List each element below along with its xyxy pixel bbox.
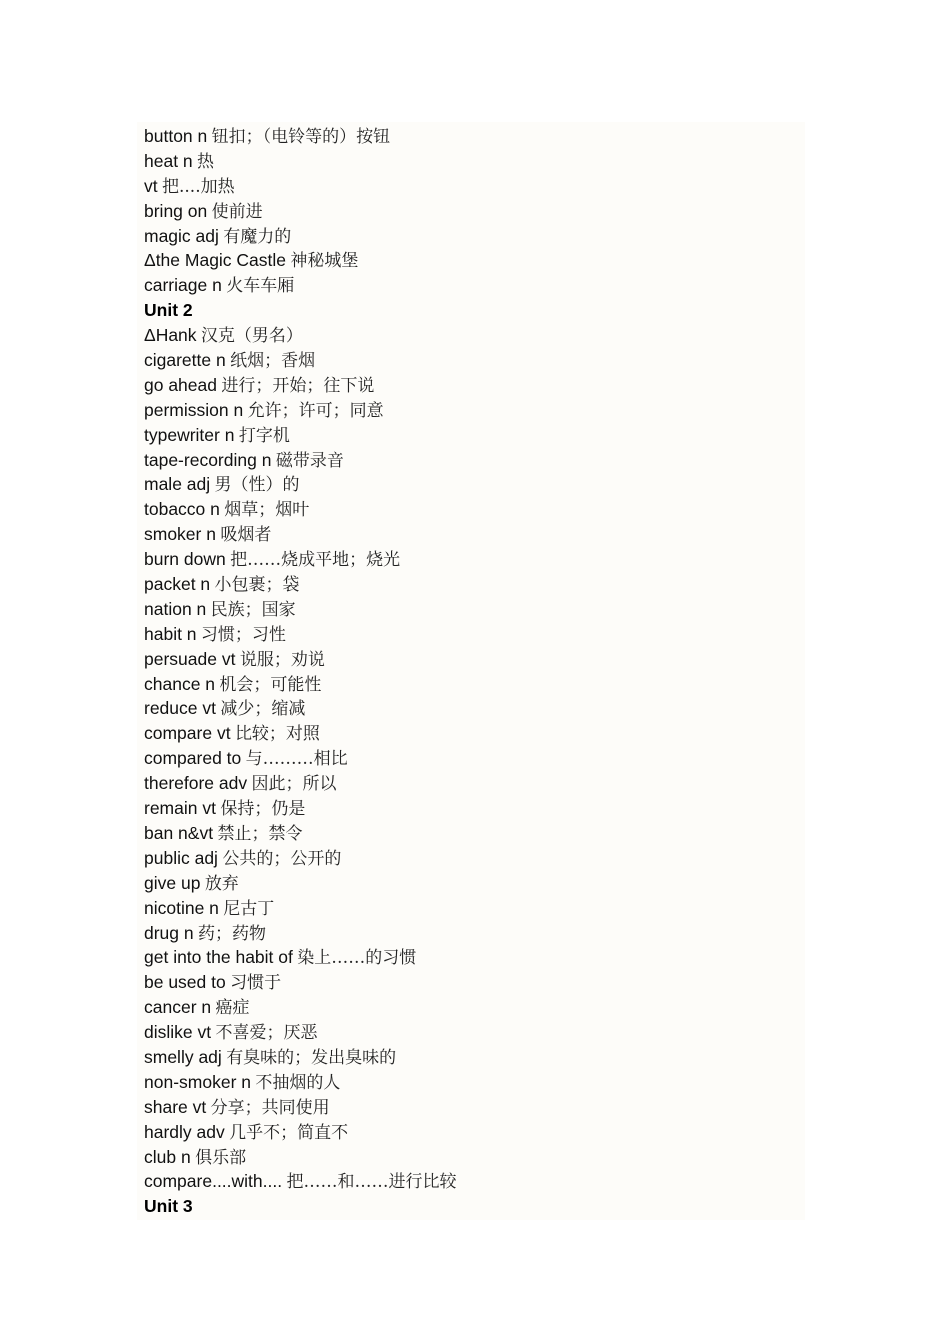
vocab-chinese: 与………相比 bbox=[245, 749, 348, 770]
vocab-chinese: 习惯；习性 bbox=[200, 624, 286, 645]
vocab-english: therefore adv bbox=[144, 773, 248, 794]
vocab-chinese: 不喜爱；厌恶 bbox=[215, 1023, 318, 1044]
vocab-english: compared to bbox=[144, 748, 242, 769]
vocab-chinese: 使前进 bbox=[211, 201, 263, 222]
vocab-english: non-smoker n bbox=[144, 1071, 251, 1092]
vocab-entry bbox=[144, 224, 456, 249]
vocab-entry bbox=[144, 1120, 456, 1145]
vocab-english: ΔHank bbox=[144, 325, 197, 346]
vocab-chinese: 尼古丁 bbox=[223, 898, 275, 919]
vocab-entry bbox=[144, 696, 456, 721]
vocab-entry bbox=[144, 647, 456, 672]
vocab-entry bbox=[144, 796, 456, 821]
vocab-english: persuade vt bbox=[144, 648, 236, 669]
vocab-chinese: 允许；许可；同意 bbox=[247, 400, 384, 421]
vocab-entry bbox=[144, 323, 456, 348]
vocab-chinese: 火车车厢 bbox=[226, 276, 295, 297]
vocab-english: drug n bbox=[144, 922, 194, 943]
unit-heading-text: Unit 2 bbox=[144, 300, 193, 321]
vocab-entry bbox=[144, 448, 456, 473]
vocab-entry bbox=[144, 746, 456, 771]
vocab-entry bbox=[144, 547, 456, 572]
vocab-chinese: 有臭味的；发出臭味的 bbox=[226, 1047, 397, 1068]
vocab-english: public adj bbox=[144, 847, 218, 868]
vocab-chinese: 说服；劝说 bbox=[239, 649, 325, 670]
vocab-english: be used to bbox=[144, 972, 226, 993]
vocab-chinese: 进行；开始；往下说 bbox=[221, 375, 375, 396]
vocab-english: male adj bbox=[144, 474, 211, 495]
vocab-english: reduce vt bbox=[144, 698, 216, 719]
vocab-english: magic adj bbox=[144, 225, 219, 246]
vocab-entry bbox=[144, 921, 456, 946]
vocab-entry bbox=[144, 572, 456, 597]
vocab-chinese: 放弃 bbox=[204, 873, 239, 894]
vocab-english: get into the habit of bbox=[144, 947, 293, 968]
vocab-english: hardly adv bbox=[144, 1121, 225, 1142]
vocab-entry bbox=[144, 1095, 456, 1120]
vocab-entry bbox=[144, 273, 456, 298]
vocab-english: compare vt bbox=[144, 723, 231, 744]
vocab-chinese: 药；药物 bbox=[198, 923, 266, 944]
vocab-english: packet n bbox=[144, 574, 211, 595]
vocab-chinese: 比较；对照 bbox=[234, 724, 320, 745]
vocab-english: go ahead bbox=[144, 374, 217, 395]
vocab-english: carriage n bbox=[144, 275, 222, 296]
vocab-entry bbox=[144, 497, 456, 522]
vocab-english: burn down bbox=[144, 549, 226, 570]
vocab-entry bbox=[144, 423, 456, 448]
unit-heading bbox=[144, 298, 456, 323]
vocab-chinese: 汉克（男名） bbox=[200, 326, 303, 347]
vocab-english: cigarette n bbox=[144, 350, 226, 371]
vocab-chinese: 神秘城堡 bbox=[290, 251, 359, 272]
vocab-english: permission n bbox=[144, 399, 244, 420]
vocab-english: tobacco n bbox=[144, 499, 220, 520]
unit-heading bbox=[144, 1194, 456, 1219]
vocab-entry bbox=[144, 846, 456, 871]
vocab-entry bbox=[144, 1145, 456, 1170]
vocab-english: tape-recording n bbox=[144, 449, 272, 470]
vocab-chinese: 小包裹；袋 bbox=[214, 575, 300, 596]
vocab-english: nicotine n bbox=[144, 897, 219, 918]
vocab-chinese: 几乎不；简直不 bbox=[229, 1122, 349, 1143]
vocab-entry bbox=[144, 771, 456, 796]
vocab-entry bbox=[144, 373, 456, 398]
vocabulary-list bbox=[144, 124, 456, 1219]
vocab-english: habit n bbox=[144, 623, 197, 644]
vocab-chinese: 把....加热 bbox=[162, 176, 235, 197]
vocab-english: compare....with.... bbox=[144, 1171, 283, 1192]
vocab-entry bbox=[144, 149, 456, 174]
vocab-english: Δthe Magic Castle bbox=[144, 250, 287, 271]
vocab-english: share vt bbox=[144, 1096, 207, 1117]
vocab-english: remain vt bbox=[144, 798, 216, 819]
vocab-entry bbox=[144, 871, 456, 896]
vocab-chinese: 纸烟；香烟 bbox=[230, 351, 316, 372]
vocab-english: chance n bbox=[144, 673, 216, 694]
vocab-chinese: 减少；缩减 bbox=[220, 699, 306, 720]
vocab-chinese: 男（性）的 bbox=[214, 475, 300, 496]
vocab-chinese: 癌症 bbox=[215, 998, 250, 1019]
vocab-entry bbox=[144, 398, 456, 423]
vocab-entry bbox=[144, 174, 456, 199]
vocab-entry bbox=[144, 622, 456, 647]
vocab-chinese: 习惯于 bbox=[230, 973, 282, 994]
vocab-english: nation n bbox=[144, 598, 207, 619]
vocab-chinese: 禁止；禁令 bbox=[217, 823, 303, 844]
vocab-english: dislike vt bbox=[144, 1022, 212, 1043]
vocab-entry bbox=[144, 348, 456, 373]
vocab-entry bbox=[144, 522, 456, 547]
vocab-chinese: 热 bbox=[197, 151, 215, 172]
vocab-chinese: 公共的；公开的 bbox=[222, 848, 342, 869]
vocab-chinese: 把……烧成平地；烧光 bbox=[230, 550, 401, 571]
vocab-entry bbox=[144, 1070, 456, 1095]
unit-heading-text: Unit 3 bbox=[144, 1196, 193, 1217]
vocab-chinese: 有魔力的 bbox=[223, 226, 292, 247]
vocab-chinese: 民族；国家 bbox=[210, 599, 296, 620]
vocab-entry bbox=[144, 1045, 456, 1070]
vocab-english: cancer n bbox=[144, 997, 212, 1018]
vocab-entry bbox=[144, 970, 456, 995]
vocab-chinese: 吸烟者 bbox=[220, 525, 272, 546]
vocab-english: bring on bbox=[144, 200, 208, 221]
vocab-entry bbox=[144, 721, 456, 746]
vocab-chinese: 保持；仍是 bbox=[220, 799, 306, 820]
vocab-chinese: 不抽烟的人 bbox=[255, 1072, 341, 1093]
vocab-english: smoker n bbox=[144, 524, 216, 545]
vocab-english: club n bbox=[144, 1146, 191, 1167]
vocab-english: smelly adj bbox=[144, 1046, 222, 1067]
vocab-chinese: 俱乐部 bbox=[195, 1147, 247, 1168]
vocab-entry bbox=[144, 472, 456, 497]
vocab-english: typewriter n bbox=[144, 424, 235, 445]
vocab-entry bbox=[144, 248, 456, 273]
vocab-entry bbox=[144, 1020, 456, 1045]
vocab-chinese: 染上……的习惯 bbox=[297, 948, 417, 969]
vocab-entry bbox=[144, 945, 456, 970]
vocab-english: button n bbox=[144, 126, 208, 146]
vocab-english: vt bbox=[144, 175, 158, 196]
vocab-english: ban n&vt bbox=[144, 822, 214, 843]
vocab-chinese: 烟草；烟叶 bbox=[224, 500, 310, 521]
vocab-entry bbox=[144, 995, 456, 1020]
vocab-chinese: 因此；所以 bbox=[251, 774, 337, 795]
vocab-entry bbox=[144, 597, 456, 622]
vocab-chinese: 机会；可能性 bbox=[219, 674, 322, 695]
vocab-chinese: 钮扣；（电铃等的）按钮 bbox=[211, 127, 391, 147]
vocab-entry bbox=[144, 821, 456, 846]
vocab-entry bbox=[144, 1169, 456, 1194]
vocab-chinese: 磁带录音 bbox=[275, 450, 344, 471]
vocab-entry bbox=[144, 199, 456, 224]
vocab-entry bbox=[144, 896, 456, 921]
vocab-english: heat n bbox=[144, 150, 193, 171]
vocab-entry bbox=[144, 672, 456, 697]
vocab-english: give up bbox=[144, 872, 201, 893]
vocab-chinese: 打字机 bbox=[238, 425, 290, 446]
vocab-chinese: 分享；共同使用 bbox=[210, 1097, 330, 1118]
vocab-chinese: 把……和……进行比较 bbox=[286, 1172, 457, 1193]
vocab-entry bbox=[144, 124, 456, 149]
